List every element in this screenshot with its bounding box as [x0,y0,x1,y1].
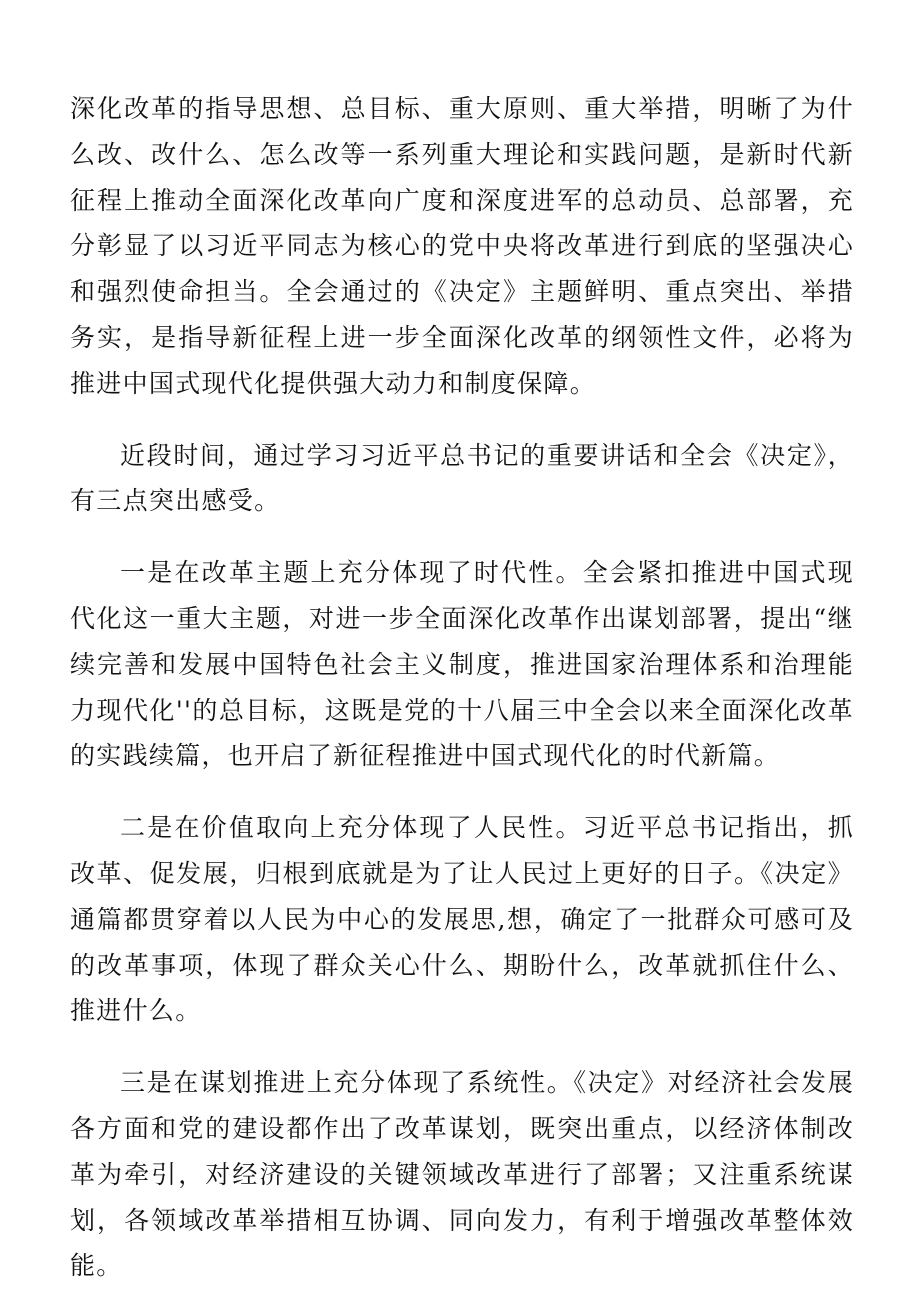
paragraph-continuation: 深化改革的指导思想、总目标、重大原则、重大举措，明晰了为什么改、改什么、怎么改等一系列重大理论和实践问题，是新时代新征程上推动全面深化改革向广度和深度进军的总动员、总部署，充分彰显了以习近平同志为核心的党中央将改革进行到底的坚强决心和强烈使命担当。全会通过的《决定》主题鲜明、重点突出、举措务实，是指导新征程上进一步全面深化改革的纲领性文件，必将为推进中国式现代化提供强大动力和制度保障。 [70,94,854,398]
paragraph-point-two: 二是在价值取向上充分体现了人民性。习近平总书记指出，抓改革、促发展，归根到底就是为了让人民过上更好的日子。《决定》通篇都贯穿着以人民为中心的发展思,想，确定了一批群众可感可及的改革事项，体现了群众关心什么、期盼什么，改革就抓住什么、推进什么。 [70,813,854,1026]
paragraph-intro: 近段时间，通过学习习近平总书记的重要讲话和全会《决定》，有三点突出感受。 [70,440,854,516]
paragraph-point-three: 三是在谋划推进上充分体现了系统性。《决定》对经济社会发展各方面和党的建设都作出了改革谋划，既突出重点，以经济体制改革为牵引，对经济建设的关键领域改革进行了部署；又注重系统谋划，各领域改革举措相互协调、同向发力，有利于增强改革整体效能。 [70,1068,854,1281]
paragraph-point-one: 一是在改革主题上充分体现了时代性。全会紧扣推进中国式现代化这一重大主题，对进一步全面深化改革作出谋划部署，提出“继续完善和发展中国特色社会主义制度，推进国家治理体系和治理能力现代化''的总目标，这既是党的十八届三中全会以来全面深化改革的实践续篇，也开启了新征程推进中国式现代化的时代新篇。 [70,558,854,771]
